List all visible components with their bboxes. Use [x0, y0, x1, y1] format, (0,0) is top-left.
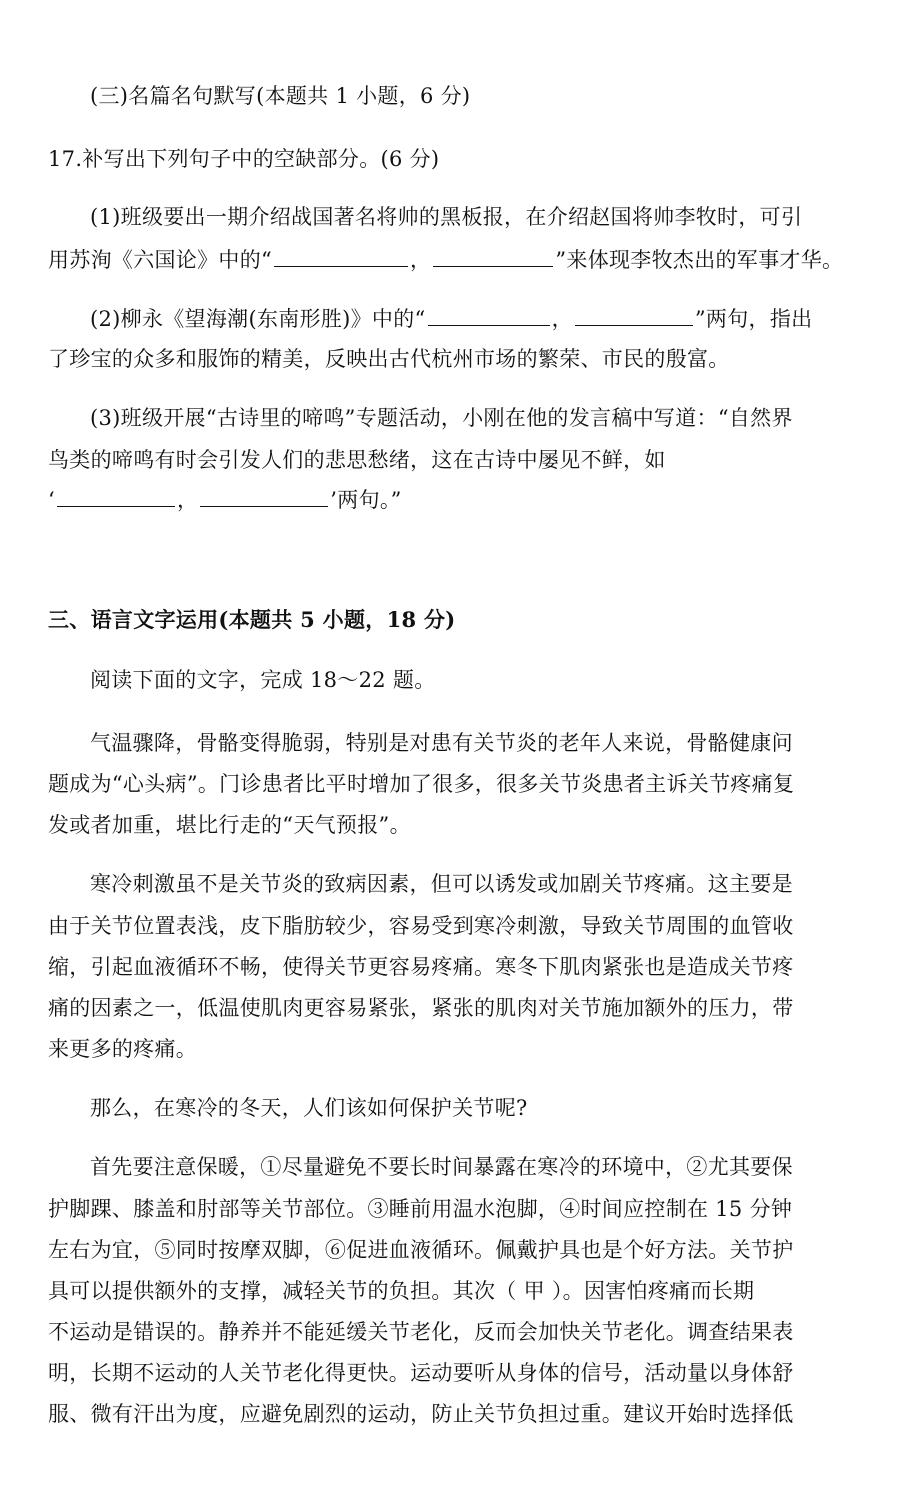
q17-item1-text-b: ， — [410, 248, 432, 272]
passage-p4-line2: 护脚踝、膝盖和肘部等关节部位。③睡前用温水泡脚，④时间应控制在 15 分钟 — [48, 1197, 793, 1221]
q17-item3-text-a: ‘ — [48, 488, 55, 512]
answer-blank[interactable] — [57, 486, 175, 507]
answer-blank[interactable] — [428, 305, 550, 326]
passage-p3: 那么，在寒冷的冬天，人们该如何保护关节呢? — [90, 1096, 528, 1120]
passage-p2-line3: 缩，引起血液循环不畅，使得关节更容易疼痛。寒冬下肌肉紧张也是造成关节疼 — [48, 955, 794, 979]
q17-item3-text-c: ’两句。” — [330, 488, 402, 512]
q17-item1-line1: (1)班级要出一期介绍战国著名将帅的黑板报，在介绍赵国将帅李牧时，可引 — [90, 205, 803, 229]
passage-p4-line1: 首先要注意保暖，①尽量避免不要长时间暴露在寒冷的环境中，②尤其要保 — [90, 1155, 793, 1179]
passage-p4-line6: 明，长期不运动的人关节老化得更快。运动要听从身体的信号，活动量以身体舒 — [48, 1361, 794, 1385]
q17-item2-line2: 了珍宝的众多和服饰的精美，反映出古代杭州市场的繁荣、市民的殷富。 — [48, 347, 730, 371]
passage-p1-line1: 气温骤降，骨骼变得脆弱，特别是对患有关节炎的老年人来说，骨骼健康问 — [90, 731, 793, 755]
passage-p4-line3: 左右为宜，⑤同时按摩双脚，⑥促进血液循环。佩戴护具也是个好方法。关节护 — [48, 1238, 794, 1262]
q17-item3-line3 — [48, 486, 402, 514]
part3-heading: 三、语言文字运用(本题共 5 小题，18 分) — [48, 607, 456, 632]
passage-p2-line2: 由于关节位置表浅，皮下脂肪较少，容易受到寒冷刺激，导致关节周围的血管收 — [48, 914, 794, 938]
q17-item3-line2: 鸟类的啼鸣有时会引发人们的悲思愁绪，这在古诗中屡见不鲜，如 — [48, 448, 666, 472]
answer-blank[interactable] — [274, 246, 408, 267]
q17-item1-line2 — [48, 246, 843, 274]
passage-p4-line5: 不运动是错误的。静养并不能延缓关节老化，反而会加快关节老化。调查结果表 — [48, 1320, 794, 1344]
q17-item3-text-b: ， — [176, 488, 199, 512]
part3-intro: 阅读下面的文字，完成 18～22 题。 — [90, 668, 436, 692]
q17-item2-text-b: ， — [551, 307, 573, 331]
passage-p1-line2: 题成为“心头病”。门诊患者比平时增加了很多，很多关节炎患者主诉关节疼痛复 — [48, 772, 795, 796]
passage-p4-line4: 具可以提供额外的支撑，减轻关节的负担。其次（ 甲 ）。因害怕疼痛而长期 — [48, 1279, 755, 1303]
q17-item3-line1: (3)班级开展“古诗里的啼鸣”专题活动，小刚在他的发言稿中写道：“自然界 — [90, 406, 793, 430]
passage-p2-line1: 寒冷刺激虽不是关节炎的致病因素，但可以诱发或加剧关节疼痛。这主要是 — [90, 872, 793, 896]
answer-blank[interactable] — [200, 486, 328, 507]
q17-item1-text-c: ”来体现李牧杰出的军事才华。 — [555, 248, 844, 272]
answer-blank[interactable] — [433, 246, 553, 267]
passage-p2-line4: 痛的因素之一，低温使肌肉更容易紧张，紧张的肌肉对关节施加额外的压力，带 — [48, 996, 794, 1020]
q17-item2-text-c: ”两句，指出 — [694, 307, 813, 331]
passage-p4-line7: 服、微有汗出为度，应避免剧烈的运动，防止关节负担过重。建议开始时选择低 — [48, 1402, 794, 1426]
q17-item1-text-a: 用苏洵《六国论》中的“ — [48, 248, 273, 272]
question-17-title: 17.补写出下列句子中的空缺部分。(6 分) — [48, 147, 440, 171]
q17-item2-text-a: (2)柳永《望海潮(东南形胜)》中的“ — [90, 307, 426, 331]
passage-p1-line3: 发或者加重，堪比行走的“天气预报”。 — [48, 813, 411, 837]
q17-item2-line1 — [90, 305, 812, 333]
answer-blank[interactable] — [575, 305, 693, 326]
section-heading: (三)名篇名句默写(本题共 1 小题，6 分) — [90, 84, 471, 108]
passage-p2-line5: 来更多的疼痛。 — [48, 1037, 198, 1061]
